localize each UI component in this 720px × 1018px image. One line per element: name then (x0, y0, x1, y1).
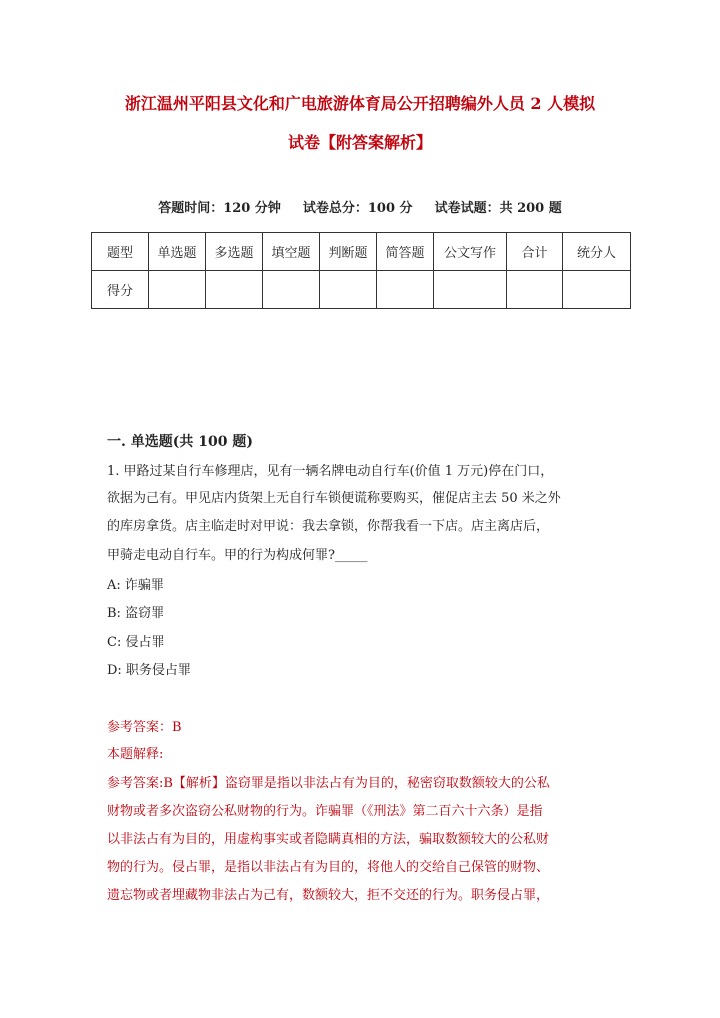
section-title: 一. 单选题(共 100 题) (107, 434, 253, 450)
header-cell-official-writing: 公文写作 (434, 233, 507, 271)
score-cell (377, 271, 434, 309)
score-cell (320, 271, 377, 309)
header-cell-short-answer: 简答题 (377, 233, 434, 271)
score-row-label: 得分 (92, 271, 149, 309)
question-text-line: 1. 甲路过某自行车修理店，见有一辆名牌电动自行车(价值 1 万元)停在门口， (107, 464, 554, 479)
header-cell-total: 合计 (507, 233, 563, 271)
score-cell (263, 271, 320, 309)
score-table-score-row (92, 271, 631, 309)
score-cell (434, 271, 507, 309)
document-title-line-2: 试卷【附答案解析】 (287, 133, 432, 152)
header-cell-type: 题型 (92, 233, 149, 271)
option-d: D: 职务侵占罪 (107, 663, 191, 678)
document-title-line-1: 浙江温州平阳县文化和广电旅游体育局公开招聘编外人员 2 人模拟 (124, 94, 596, 113)
option-b: B: 盗窃罪 (107, 606, 165, 621)
exam-question-count: 试卷试题：共 200 题 (434, 201, 562, 216)
header-cell-fill-blank: 填空题 (263, 233, 320, 271)
score-cell (149, 271, 206, 309)
score-cell (206, 271, 263, 309)
score-cell (507, 271, 563, 309)
explanation-line: 以非法占有为目的，用虚构事实或者隐瞒真相的方法，骗取数额较大的公私财 (107, 832, 550, 847)
explanation-label: 本题解释: (107, 747, 164, 762)
score-table-header-row (92, 233, 631, 271)
explanation-line: 参考答案:B【解析】盗窃罪是指以非法占有为目的，秘密窃取数额较大的公私 (107, 776, 550, 791)
score-cell (563, 271, 631, 309)
header-cell-single-choice: 单选题 (149, 233, 206, 271)
explanation-line: 财物或者多次盗窃公私财物的行为。诈骗罪（《刑法》第二百六十六条）是指 (107, 804, 543, 819)
header-cell-multiple-choice: 多选题 (206, 233, 263, 271)
option-c: C: 侵占罪 (107, 635, 165, 650)
exam-total-score: 试卷总分：100 分 (302, 201, 413, 216)
score-table (91, 232, 631, 309)
header-cell-scorer: 统分人 (563, 233, 631, 271)
question-text-line: 甲骑走电动自行车。甲的行为构成何罪?_____ (107, 548, 368, 563)
exam-time: 答题时间：120 分钟 (158, 201, 281, 216)
question-text-line: 的库房拿货。店主临走时对甲说：我去拿锁，你帮我看一下店。店主离店后， (107, 519, 550, 534)
reference-answer: 参考答案：B (107, 720, 182, 735)
question-text-line: 欲据为己有。甲见店内货架上无自行车锁便谎称要购买，催促店主去 50 米之外 (107, 491, 561, 506)
option-a: A: 诈骗罪 (107, 578, 164, 593)
explanation-line: 物的行为。侵占罪，是指以非法占有为目的，将他人的交给自己保管的财物、 (107, 860, 550, 875)
exam-info (0, 200, 720, 218)
explanation-line: 遗忘物或者埋藏物非法占为己有，数额较大，拒不交还的行为。职务侵占罪， (107, 888, 550, 903)
header-cell-true-false: 判断题 (320, 233, 377, 271)
